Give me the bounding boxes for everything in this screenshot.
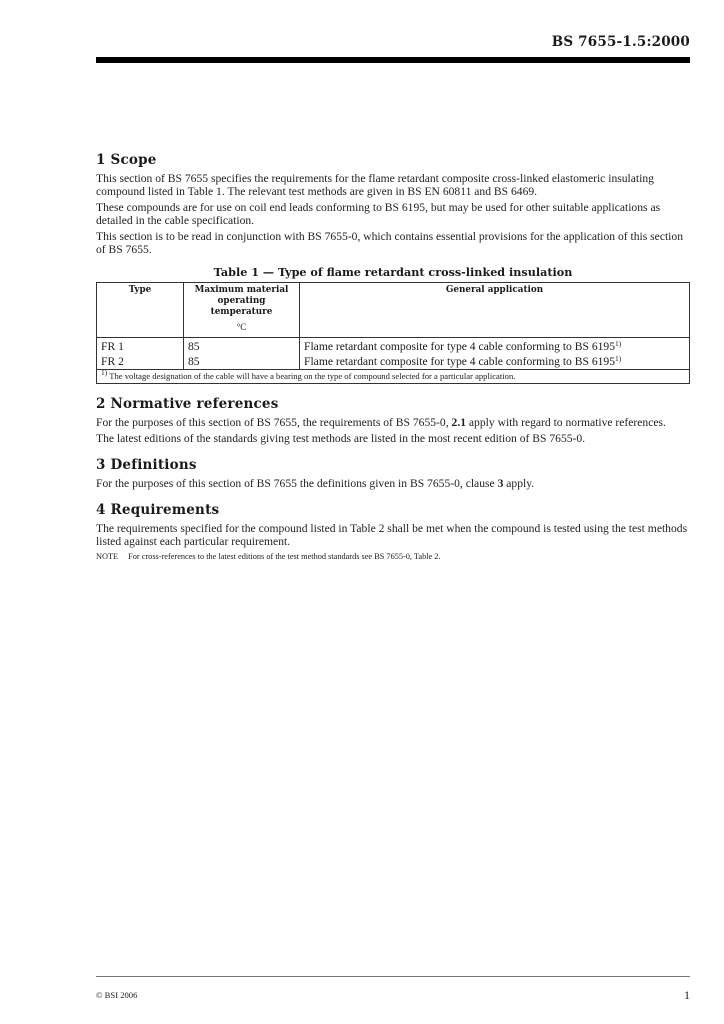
cell-application (300, 354, 690, 370)
normative-paragraph-2: The latest editions of the standards giving test methods are listed in the most recent edition of BS 7655-0. (96, 432, 586, 445)
application-text: Flame retardant composite for type 4 cable conforming to BS 6195 (304, 340, 616, 353)
definitions-paragraph-1 (96, 477, 690, 490)
scope-paragraph-2: These compounds are for use on coil end leads conforming to BS 6195, but may be used for other suitable applications as detailed in the cable specification. (96, 201, 661, 227)
section-requirements (96, 502, 690, 561)
footnote-text: The voltage designation of the cable will have a bearing on the type of compound selected for a particular application. (109, 371, 516, 381)
section-definitions (96, 457, 690, 490)
section-heading-scope: 1 Scope (96, 152, 157, 168)
cell-type: FR 1 (97, 338, 184, 355)
requirements-note (96, 552, 690, 561)
page-content (96, 152, 690, 573)
cell-type: FR 2 (101, 355, 124, 368)
normative-p1-post: apply with regard to normative references. (466, 416, 666, 429)
section-heading-requirements: 4 Requirements (96, 502, 220, 518)
table-1-caption: Table 1 — Type of flame retardant cross-linked insulation (213, 265, 573, 279)
copyright: © BSI 2006 (96, 990, 138, 1000)
table-row (97, 354, 690, 370)
footer-rule (96, 976, 690, 977)
note-text: For cross-references to the latest editions of the test method standards see BS 7655-0, Table 2. (128, 552, 441, 561)
scope-paragraph-1: This section of BS 7655 specifies the requirements for the flame retardant composite cross-linked elastomeric insulating compound listed in Table 1. The relevant test methods are given in BS EN 60811 and BS 6469. (96, 172, 654, 198)
section-scope (96, 152, 690, 384)
document-code: BS 7655-1.5:2000 (551, 34, 690, 50)
normative-clause-ref: 2.1 (451, 416, 467, 429)
table-row (97, 338, 690, 355)
application-text: Flame retardant composite for type 4 cable conforming to BS 6195 (304, 355, 616, 368)
footnote-ref: 1) (615, 339, 622, 348)
column-header-general-application: General application (300, 283, 690, 338)
header-rule (96, 57, 690, 63)
table-footnote-row (97, 370, 690, 384)
cell-temp: 85 (184, 354, 300, 370)
section-heading-normative: 2 Normative references (96, 396, 279, 412)
requirements-paragraph-1: The requirements specified for the compound listed in Table 2 shall be met when the compound is tested using the test methods listed against each particular requirement. (96, 522, 688, 548)
scope-paragraph-3: This section is to be read in conjunction with BS 7655-0, which contains essential provisions for the application of this section of BS 7655. (96, 230, 683, 256)
max-temp-label: Maximum material operating temperature (194, 285, 289, 317)
definitions-p1-pre: For the purposes of this section of BS 7655 the definitions given in BS 7655-0, clause (96, 477, 498, 490)
footnote-mark: 1) (101, 368, 108, 377)
column-header-type: Type (128, 285, 152, 295)
footnote-ref: 1) (615, 354, 622, 363)
definitions-p1-post: apply. (503, 477, 535, 490)
cell-temp: 85 (184, 338, 300, 355)
max-temp-unit: °C (236, 322, 247, 332)
definitions-clause-ref: 3 (497, 477, 504, 490)
column-header-max-temp (184, 283, 300, 338)
table-header-row (97, 283, 690, 338)
normative-paragraph-1 (96, 416, 690, 429)
section-heading-definitions: 3 Definitions (96, 457, 197, 473)
table-1 (96, 282, 690, 384)
page-number: 1 (684, 988, 690, 1002)
note-label: NOTE (96, 552, 119, 561)
table-footnote (97, 370, 690, 384)
normative-p1-pre: For the purposes of this section of BS 7655, the requirements of BS 7655-0, (96, 416, 452, 429)
cell-application (300, 338, 690, 355)
section-normative-references (96, 396, 690, 445)
